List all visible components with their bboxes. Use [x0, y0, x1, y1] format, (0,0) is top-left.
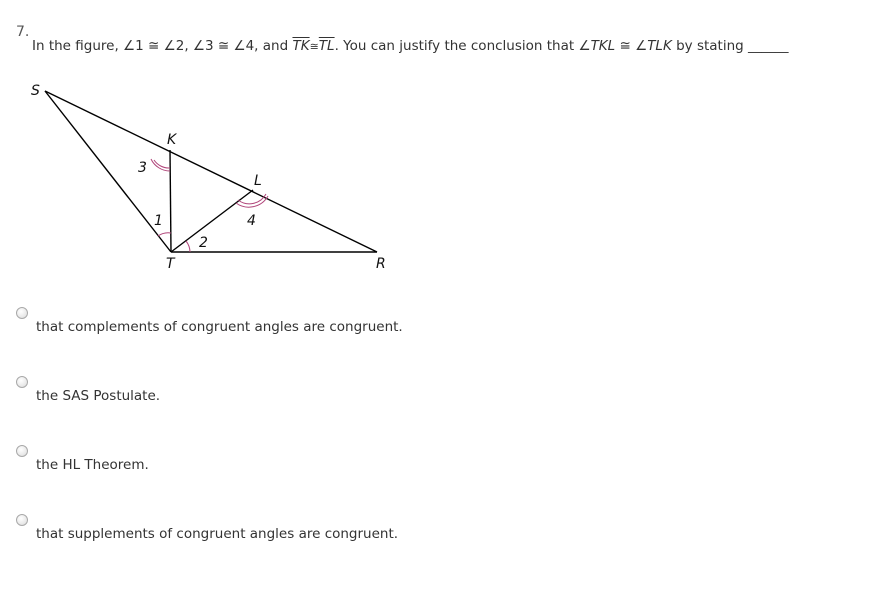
choice-radio[interactable]	[16, 514, 28, 526]
choice-label[interactable]: the SAS Postulate.	[36, 388, 161, 404]
stem-suffix: by stating ______	[671, 38, 789, 54]
stem-congruent-2: ≅ ∠	[615, 38, 648, 54]
label-angle-1: 1	[154, 213, 163, 229]
choice-label[interactable]: the HL Theorem.	[36, 457, 149, 473]
angle-3-arc-inner	[154, 160, 170, 168]
segment-s-r	[45, 91, 377, 252]
label-r: R	[376, 256, 386, 272]
angle-2-arc	[186, 241, 190, 252]
congruent-symbol: ≅	[309, 40, 319, 53]
label-k: K	[167, 132, 177, 148]
angle-3-arc-outer	[151, 159, 170, 171]
choice-item[interactable]	[0, 305, 874, 345]
choice-label[interactable]: that supplements of congruent angles are congruent.	[36, 526, 399, 542]
label-angle-2: 2	[199, 235, 208, 251]
choice-radio[interactable]	[16, 307, 28, 319]
choice-item[interactable]	[0, 374, 874, 414]
segment-l-t	[171, 190, 253, 252]
choice-item[interactable]	[0, 512, 874, 552]
label-t: T	[166, 256, 175, 272]
label-s: S	[31, 83, 40, 99]
choice-radio[interactable]	[16, 376, 28, 388]
segment-tl: $\overline{TL}$	[318, 38, 335, 54]
segment-k-t	[170, 150, 171, 252]
angle-1-arc	[158, 233, 171, 236]
angle-tlk: TLK	[647, 38, 672, 54]
stem-prefix: In the figure, ∠1 ≅ ∠2, ∠3 ≅ ∠4, and	[32, 38, 293, 54]
choice-radio[interactable]	[16, 445, 28, 457]
segment-s-t	[45, 91, 171, 252]
segment-tk: $\overline{TK}$	[292, 38, 310, 54]
label-l: L	[254, 173, 262, 189]
question-number: 7.	[16, 24, 30, 40]
geometry-figure	[0, 70, 420, 280]
label-angle-3: 3	[138, 160, 147, 176]
choice-item[interactable]	[0, 443, 874, 483]
choice-label[interactable]: that complements of congruent angles are congruent.	[36, 319, 403, 335]
angle-tkl: TKL	[590, 38, 616, 54]
stem-middle: . You can justify the conclusion that ∠	[334, 38, 591, 54]
question-stem	[32, 38, 789, 54]
label-angle-4: 4	[247, 213, 256, 229]
